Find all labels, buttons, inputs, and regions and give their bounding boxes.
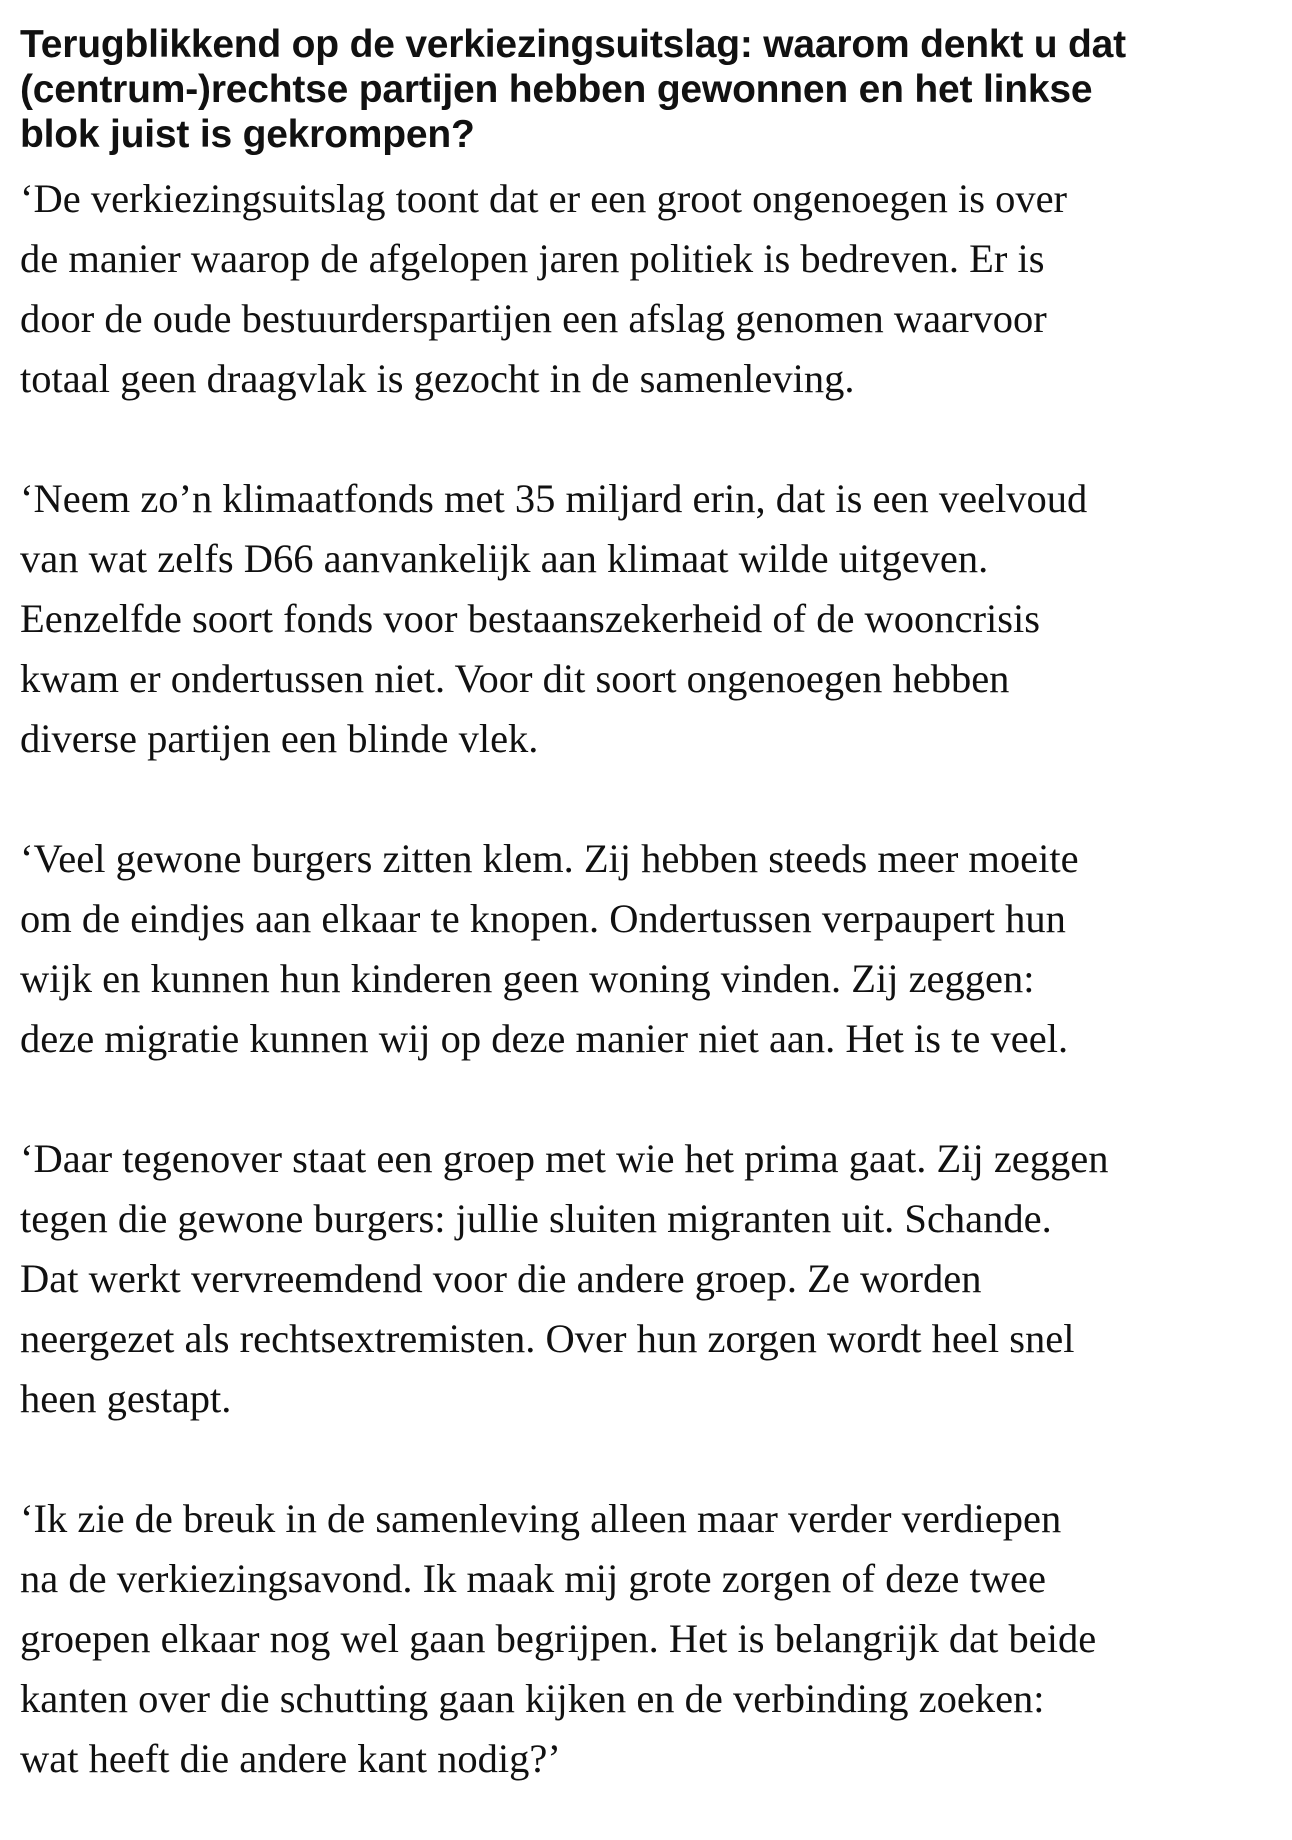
answer-paragraph-3: ‘Veel gewone burgers zitten klem. Zij hebben steeds meer moeite om de eindjes aan elkaar te knopen. Ondertussen verpaupert hun wijk en kunnen hun kinderen geen woning vinden. Zij zeggen: deze migratie kunnen wij op deze manier niet aan. Het is te veel. xyxy=(20,836,1079,1061)
answer-paragraph-2: ‘Neem zo’n klimaatfonds met 35 miljard erin, dat is een veelvoud van wat zelfs D66 aanvankelijk aan klimaat wilde uitgeven. Eenzelfde soort fonds voor bestaanszekerheid of de wooncrisis kwam er ondertussen niet. Voor dit soort ongenoegen hebben diverse partijen een blinde vlek. xyxy=(20,476,1088,761)
interview-question: Terugblikkend op de verkiezingsuitslag: waarom denkt u dat (centrum-)rechtse partijen hebben gewonnen en het linkse blok juist is gekrompen? xyxy=(20,23,1126,156)
answer-paragraph-5: ‘Ik zie de breuk in de samenleving alleen maar verder verdiepen na de verkiezingsavond. Ik maak mij grote zorgen of deze twee groepen elkaar nog wel gaan begrijpen. Het is belangrijk dat beide kanten over die schutting gaan kijken en de verbinding zoeken: wat heeft die andere kant nodig?’ xyxy=(20,1496,1097,1781)
article xyxy=(20,22,1260,1789)
answer-paragraph-4: ‘Daar tegenover staat een groep met wie het prima gaat. Zij zeggen tegen die gewone burgers: jullie sluiten migranten uit. Schande. Dat werkt vervreemdend voor die andere groep. Ze worden neergezet als rechtsextremisten. Over hun zorgen wordt heel snel heen gestapt. xyxy=(20,1136,1109,1421)
answer-paragraph-1: ‘De verkiezingsuitslag toont dat er een groot ongenoegen is over de manier waarop de afgelopen jaren politiek is bedreven. Er is door de oude bestuurderspartijen een afslag genomen waarvoor totaal geen draagvlak is gezocht in de samenleving. xyxy=(20,176,1068,401)
